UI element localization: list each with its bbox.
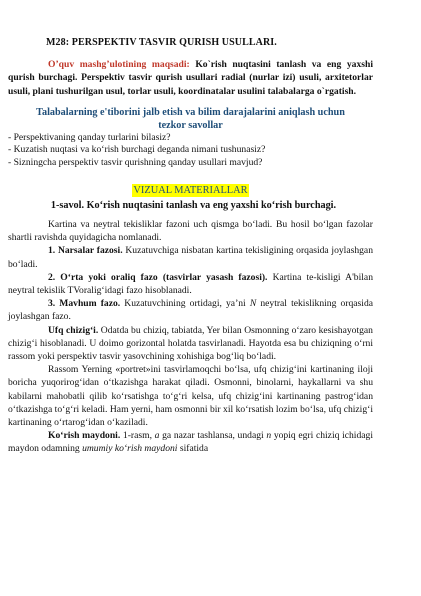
- paragraph-2-text: Kuzatuvchiga nisbatan kartina tekisligining orqasida joylashgan bo‘ladi.: [8, 245, 373, 270]
- term-middle-space: 2. O‘rta yoki oraliq fazo (tasvirlar yasash fazosi).: [48, 271, 268, 283]
- lesson-goal: [8, 58, 373, 98]
- visual-materials-heading: VIZUAL MATERIALLAR: [133, 184, 248, 196]
- paragraph-7-italic-b: n: [266, 430, 272, 442]
- questions-heading: [8, 106, 373, 132]
- paragraph-7-text-a: 1-rasm,: [120, 430, 155, 442]
- paragraph-7-text-b: ga nazar tashlansa, undagi: [159, 430, 267, 442]
- questions-heading-line-2: tezkor savollar: [158, 119, 223, 131]
- paragraph-4: [8, 297, 373, 323]
- term-abstract-space: 3. Mavhum fazo.: [48, 298, 121, 310]
- paragraph-7-text-d: sifatida: [177, 443, 209, 455]
- paragraph-6: Rassom Yerning «portret»ini tasvirlamoqchi bo‘lsa, ufq chizig‘ini kartinaning iloji boricha yuqorirog‘idan o‘tkazishga harakat qiladi. Osmonni, binolarni, haykallarni va shu kabilarni mahobatli qilib ko‘rsatishga to‘g‘ri kelsa, ufq chizig‘ini kartinaning pastrog‘idan o‘tkazishga to‘g‘ri keladi. Ham yerni, ham osmonni bir xil ko‘rsatish lozim bo‘lsa, ufq chizig‘i kartinaning o‘rtarog‘idan o‘kaziladi.: [8, 364, 373, 429]
- paragraph-7-text-c: yopiq egri chiziq ichidagi maydon odamning: [8, 430, 373, 455]
- paragraph-4-text-a: Kuzatuvchining ortidagi, ya’ni: [120, 298, 250, 310]
- paragraph-5: [8, 324, 373, 364]
- goal-text: Ko`rish nuqtasini tanlash va eng yaxshi qurish burchagi. Perspektiv tasvir qurish usullari radial (nurlar izi) usuli, arxitetorlar usuli, plani tushurilgan usul, torlar usuli, koordinatalar usulini talabalarga o`rgatish.: [8, 59, 373, 97]
- paragraph-4-italic: N: [249, 298, 257, 310]
- term-objects-space: 1. Narsalar fazosi.: [48, 245, 123, 257]
- term-horizon-line: Ufq chizig‘i.: [48, 324, 99, 336]
- term-field-of-view: Ko‘rish maydoni.: [48, 430, 121, 442]
- questions-heading-line-1: Talabalarning e'tiborini jalb etish va bilim darajalarini aniqlash uchun: [36, 106, 345, 118]
- paragraph-3-text: Kartina te-kisligi A'bilan neytral tekislik TVoralig‘idagi fazo hisoblanadi.: [8, 271, 373, 297]
- list-item: - Sizningcha perspektiv tasvir qurishning qanday usullari mavjud?: [8, 157, 263, 168]
- goal-label: O’quv mashg’ulotining maqsadi:: [48, 59, 190, 71]
- paragraph-7-italic-a: a: [154, 430, 160, 442]
- questions-list: [8, 132, 373, 170]
- paragraph-7-italic-c: umumiy ko‘rish maydoni: [82, 443, 178, 455]
- list-item: - Perspektivaning qanday turlarini bilasiz?: [8, 131, 171, 143]
- paragraph-5-text: Odatda bu chiziq, tabiatda, Yer bilan Osmonning o‘zaro kesishayotgan chizig‘i hisoblanadi. U doimo gorizontal holatda tasvirlanadi. Hayotda esa bu chiziqning o‘rni rassom yoki perspektiv tasvir yasovchining xohishiga bog‘liq bo‘ladi.: [8, 324, 373, 363]
- visual-materials-heading-wrap: [8, 184, 373, 197]
- document-title: M28: PERSPEKTIV TASVIR QURISH USULLARI.: [46, 37, 277, 48]
- question-1-title: 1-savol. Ko‘rish nuqtasini tanlash va eng yaxshi ko‘rish burchagi.: [50, 199, 337, 211]
- paragraph-4-text-b: neytral tekislikning orqasida joylashgan fazo.: [8, 298, 373, 323]
- paragraph-2: [8, 244, 373, 270]
- paragraph-1: Kartina va neytral tekisliklar fazoni uch qismga bo‘ladi. Bu hosil bo‘lgan fazolar shartli ravishda quyidagicha nomlanadi.: [8, 219, 373, 244]
- list-item: - Kuzatish nuqtasi va ko‘rish burchagi deganda nimani tushunasiz?: [8, 144, 266, 156]
- paragraph-3: [8, 271, 373, 297]
- paragraph-7: [8, 429, 373, 455]
